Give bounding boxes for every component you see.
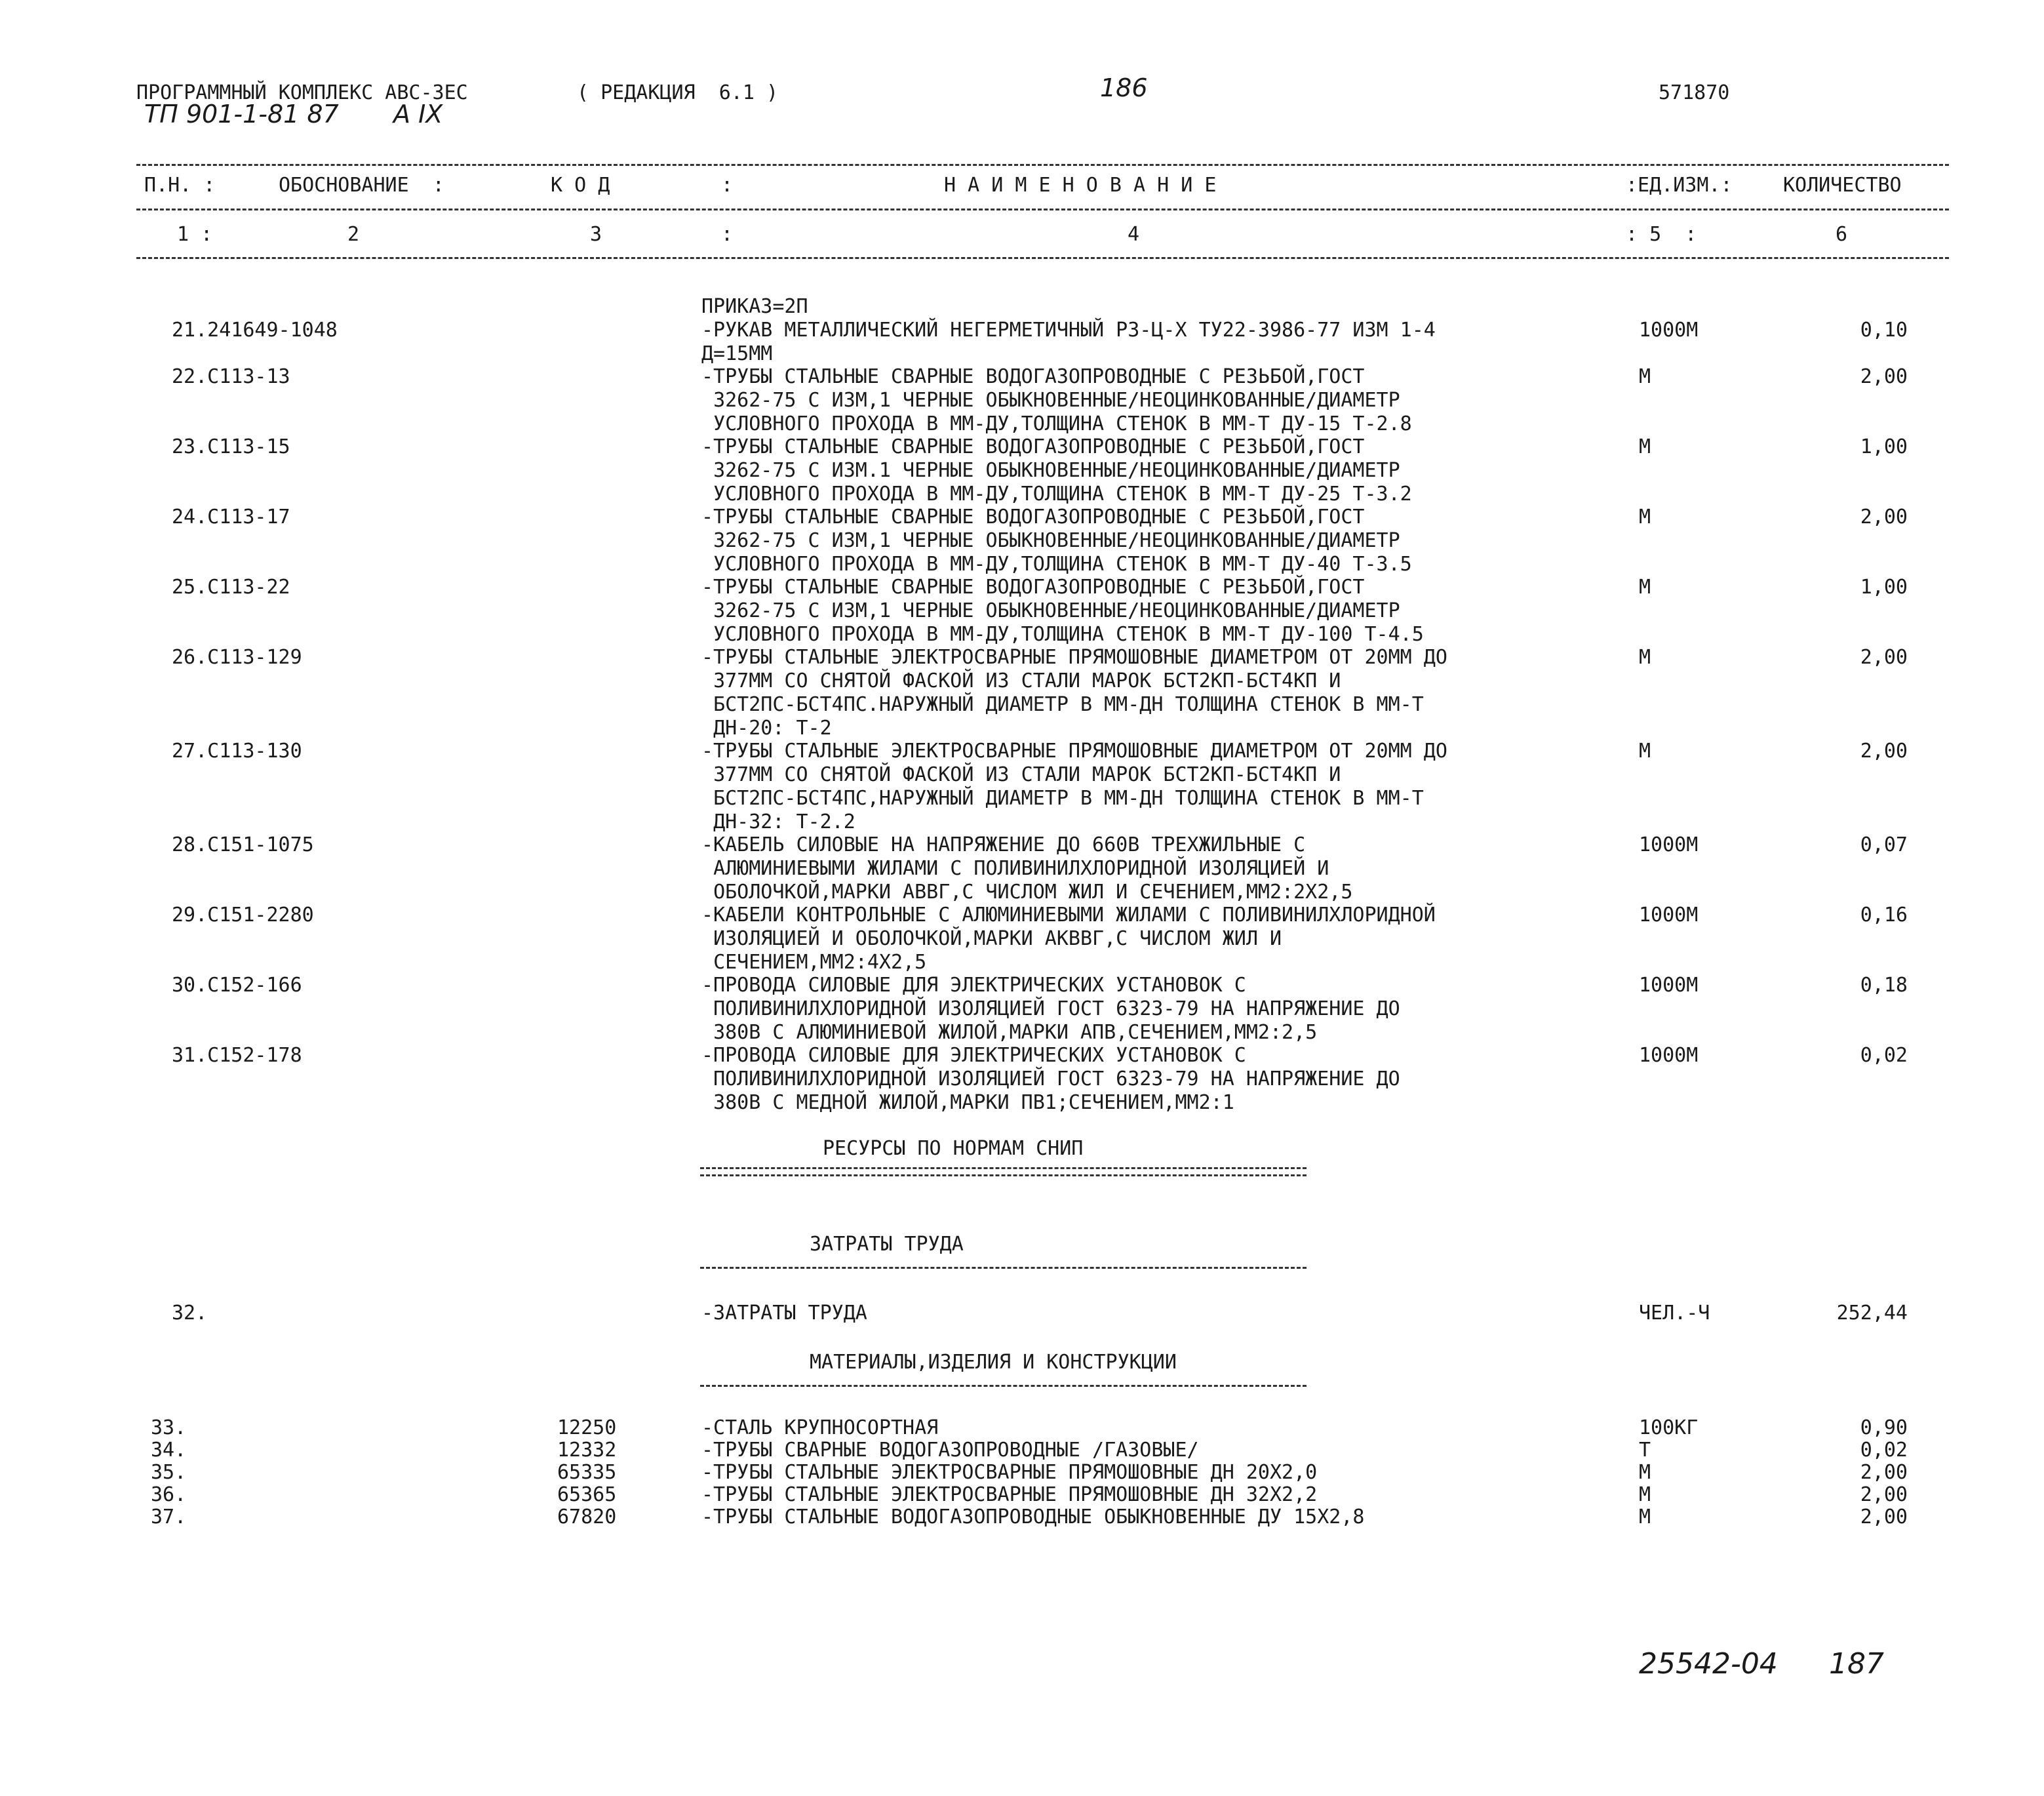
material-qty: 0,02 <box>1860 1439 1908 1462</box>
section-materials-rule <box>700 1385 1307 1387</box>
row-basis: 27.С113-130 <box>172 740 302 763</box>
material-kod: 12332 <box>557 1439 617 1462</box>
material-qty: 2,00 <box>1860 1506 1908 1528</box>
page-number: 186 <box>1100 73 1148 102</box>
labor-unit: ЧЕЛ.-Ч <box>1639 1302 1710 1325</box>
row-name: -ТРУБЫ СТАЛЬНЫЕ СВАРНЫЕ ВОДОГАЗОПРОВОДНЫЕ С РЕЗЬБОЙ,ГОСТ 3262-75 С ИЗМ,1 ЧЕРНЫЕ ОБЫКНОВЕННЫЕ/НЕОЦИНКОВАННЫЕ/ДИАМЕТР УСЛОВНОГО ПРОХОДА В ММ-ДУ,ТОЛЩИНА СТЕНОК В ММ-Т ДУ-15 Т-2.8 <box>701 365 1412 435</box>
column-num-4: 4 <box>1128 223 1140 246</box>
material-kod: 67820 <box>557 1506 617 1528</box>
row-name: -КАБЕЛЬ СИЛОВЫЕ НА НАПРЯЖЕНИЕ ДО 660В ТРЕХЖИЛЬНЫЕ С АЛЮМИНИЕВЫМИ ЖИЛАМИ С ПОЛИВИНИЛХЛОРИДНОЙ ИЗОЛЯЦИЕЙ И ОБОЛОЧКОЙ,МАРКИ АВВГ,С ЧИСЛОМ ЖИЛ И СЕЧЕНИЕМ,ММ2:2Х2,5 <box>701 833 1353 904</box>
row-basis: 31.С152-178 <box>172 1044 302 1067</box>
row-name: ПРИКАЗ=2П <box>701 295 808 318</box>
material-kod: 12250 <box>557 1416 617 1439</box>
section-labor-rule <box>700 1267 1307 1269</box>
section-resources-title: РЕСУРСЫ ПО НОРМАМ СНИП <box>823 1137 1084 1160</box>
footer-stamp-number: 25542-04 <box>1639 1647 1778 1681</box>
material-name: -ТРУБЫ СТАЛЬНЫЕ ЭЛЕКТРОСВАРНЫЕ ПРЯМОШОВНЫЕ ДН 20Х2,0 <box>701 1461 1318 1484</box>
row-basis: 26.С113-129 <box>172 646 302 669</box>
material-unit: Т <box>1639 1439 1651 1462</box>
material-basis: 35. <box>151 1461 187 1484</box>
row-basis: 28.С151-1075 <box>172 833 314 856</box>
tp-number: ТП 901-1-81 87 <box>144 100 339 129</box>
row-qty: 2,00 <box>1860 646 1908 669</box>
material-qty: 0,90 <box>1860 1416 1908 1439</box>
program-name: ПРОГРАММНЫЙ КОМПЛЕКС АВС-ЗЕС <box>136 81 468 104</box>
row-unit: М <box>1639 740 1651 763</box>
row-unit: М <box>1639 365 1651 388</box>
row-unit: М <box>1639 646 1651 669</box>
column-num-3: 3 <box>590 223 602 246</box>
column-num-1: 1 : <box>177 223 213 246</box>
row-name: -ТРУБЫ СТАЛЬНЫЕ СВАРНЫЕ ВОДОГАЗОПРОВОДНЫЕ С РЕЗЬБОЙ,ГОСТ 3262-75 С ИЗМ,1 ЧЕРНЫЕ ОБЫКНОВЕННЫЕ/НЕОЦИНКОВАННЫЕ/ДИАМЕТР УСЛОВНОГО ПРОХОДА В ММ-ДУ,ТОЛЩИНА СТЕНОК В ММ-Т ДУ-40 Т-3.5 <box>701 506 1412 576</box>
row-basis: 22.С113-13 <box>172 365 290 388</box>
row-unit: 1000М <box>1639 1044 1699 1067</box>
column-header-pn: П.Н. : <box>144 174 216 197</box>
row-name: -ТРУБЫ СТАЛЬНЫЕ ЭЛЕКТРОСВАРНЫЕ ПРЯМОШОВНЫЕ ДИАМЕТРОМ ОТ 20ММ ДО 377ММ СО СНЯТОЙ ФАСКОЙ ИЗ СТАЛИ МАРОК БСТ2КП-БСТ4КП И БСТ2ПС-БСТ4ПС.НАРУЖНЫЙ ДИАМЕТР В ММ-ДН ТОЛЩИНА СТЕНОК В ММ-Т ДН-20: Т-2 <box>701 646 1447 740</box>
material-name: -ТРУБЫ СТАЛЬНЫЕ ВОДОГАЗОПРОВОДНЫЕ ОБЫКНОВЕННЫЕ ДУ 15Х2,8 <box>701 1506 1365 1528</box>
row-name: -ПРОВОДА СИЛОВЫЕ ДЛЯ ЭЛЕКТРИЧЕСКИХ УСТАНОВОК С ПОЛИВИНИЛХЛОРИДНОЙ ИЗОЛЯЦИЕЙ ГОСТ 6323-79 НА НАПРЯЖЕНИЕ ДО 380В С МЕДНОЙ ЖИЛОЙ,МАРКИ ПВ1;СЕЧЕНИЕМ,ММ2:1 <box>701 1044 1400 1114</box>
row-qty: 0,16 <box>1860 904 1908 927</box>
labor-name: -ЗАТРАТЫ ТРУДА <box>701 1302 867 1325</box>
row-qty: 1,00 <box>1860 576 1908 599</box>
column-header-name: Н А И М Е Н О В А Н И Е <box>944 174 1217 197</box>
labor-basis: 32. <box>172 1302 208 1325</box>
column-num-5: : 5 : <box>1626 223 1697 246</box>
material-kod: 65365 <box>557 1483 617 1506</box>
album-number: А IX <box>393 100 443 129</box>
row-name: -ПРОВОДА СИЛОВЫЕ ДЛЯ ЭЛЕКТРИЧЕСКИХ УСТАНОВОК С ПОЛИВИНИЛХЛОРИДНОЙ ИЗОЛЯЦИЕЙ ГОСТ 6323-79 НА НАПРЯЖЕНИЕ ДО 380В С АЛЮМИНИЕВОЙ ЖИЛОЙ,МАРКИ АПВ,СЕЧЕНИЕМ,ММ2:2,5 <box>701 974 1400 1044</box>
column-header-basis: ОБОСНОВАНИЕ : <box>279 174 444 197</box>
material-unit: М <box>1639 1483 1651 1506</box>
section-materials-title: МАТЕРИАЛЫ,ИЗДЕЛИЯ И КОНСТРУКЦИИ <box>810 1351 1177 1374</box>
row-unit: М <box>1639 576 1651 599</box>
footer-sheet-number: 187 <box>1829 1647 1884 1681</box>
material-basis: 33. <box>151 1416 187 1439</box>
row-name: -ТРУБЫ СТАЛЬНЫЕ ЭЛЕКТРОСВАРНЫЕ ПРЯМОШОВНЫЕ ДИАМЕТРОМ ОТ 20ММ ДО 377ММ СО СНЯТОЙ ФАСКОЙ ИЗ СТАЛИ МАРОК БСТ2КП-БСТ4КП И БСТ2ПС-БСТ4ПС,НАРУЖНЫЙ ДИАМЕТР В ММ-ДН ТОЛЩИНА СТЕНОК В ММ-Т ДН-32: Т-2.2 <box>701 740 1447 833</box>
material-qty: 2,00 <box>1860 1483 1908 1506</box>
edition: ( РЕДАКЦИЯ 6.1 ) <box>577 81 779 104</box>
header-rule-mid <box>136 209 1949 210</box>
material-unit: М <box>1639 1506 1651 1528</box>
row-basis: 29.С151-2280 <box>172 904 314 927</box>
row-qty: 0,02 <box>1860 1044 1908 1067</box>
column-header-sep: : <box>721 174 734 197</box>
column-num-6: 6 <box>1836 223 1848 246</box>
row-unit: 1000М <box>1639 319 1699 342</box>
material-kod: 65335 <box>557 1461 617 1484</box>
column-num-sep: : <box>721 223 734 246</box>
material-basis: 37. <box>151 1506 187 1528</box>
material-unit: М <box>1639 1461 1651 1484</box>
material-basis: 34. <box>151 1439 187 1462</box>
labor-qty: 252,44 <box>1836 1302 1908 1325</box>
column-header-qty: КОЛИЧЕСТВО <box>1783 174 1902 197</box>
row-qty: 1,00 <box>1860 435 1908 458</box>
material-name: -ТРУБЫ СТАЛЬНЫЕ ЭЛЕКТРОСВАРНЫЕ ПРЯМОШОВНЫЕ ДН 32Х2,2 <box>701 1483 1318 1506</box>
row-unit: 1000М <box>1639 833 1699 856</box>
column-header-unit: :ЕД.ИЗМ.: <box>1626 174 1733 197</box>
column-header-kod: К О Д <box>551 174 610 197</box>
row-basis: 25.С113-22 <box>172 576 290 599</box>
row-unit: 1000М <box>1639 904 1699 927</box>
document-code: 571870 <box>1659 81 1730 104</box>
row-qty: 2,00 <box>1860 740 1908 763</box>
row-qty: 2,00 <box>1860 506 1908 529</box>
material-qty: 2,00 <box>1860 1461 1908 1484</box>
row-unit: 1000М <box>1639 974 1699 997</box>
row-basis: 30.С152-166 <box>172 974 302 997</box>
row-name: -РУКАВ МЕТАЛЛИЧЕСКИЙ НЕГЕРМЕТИЧНЫЙ РЗ-Ц-Х ТУ22-3986-77 ИЗМ 1-4 Д=15ММ <box>701 319 1436 365</box>
row-qty: 2,00 <box>1860 365 1908 388</box>
material-name: -СТАЛЬ КРУПНОСОРТНАЯ <box>701 1416 939 1439</box>
row-qty: 0,18 <box>1860 974 1908 997</box>
row-basis: 24.С113-17 <box>172 506 290 529</box>
row-name: -ТРУБЫ СТАЛЬНЫЕ СВАРНЫЕ ВОДОГАЗОПРОВОДНЫЕ С РЕЗЬБОЙ,ГОСТ 3262-75 С ИЗМ.1 ЧЕРНЫЕ ОБЫКНОВЕННЫЕ/НЕОЦИНКОВАННЫЕ/ДИАМЕТР УСЛОВНОГО ПРОХОДА В ММ-ДУ,ТОЛЩИНА СТЕНОК В ММ-Т ДУ-25 Т-3.2 <box>701 435 1412 506</box>
material-name: -ТРУБЫ СВАРНЫЕ ВОДОГАЗОПРОВОДНЫЕ /ГАЗОВЫЕ/ <box>701 1439 1199 1462</box>
row-basis: 23.С113-15 <box>172 435 290 458</box>
row-name: -ТРУБЫ СТАЛЬНЫЕ СВАРНЫЕ ВОДОГАЗОПРОВОДНЫЕ С РЕЗЬБОЙ,ГОСТ 3262-75 С ИЗМ,1 ЧЕРНЫЕ ОБЫКНОВЕННЫЕ/НЕОЦИНКОВАННЫЕ/ДИАМЕТР УСЛОВНОГО ПРОХОДА В ММ-ДУ,ТОЛЩИНА СТЕНОК В ММ-Т ДУ-100 Т-4.5 <box>701 576 1424 646</box>
row-qty: 0,10 <box>1860 319 1908 342</box>
row-name: -КАБЕЛИ КОНТРОЛЬНЫЕ С АЛЮМИНИЕВЫМИ ЖИЛАМИ С ПОЛИВИНИЛХЛОРИДНОЙ ИЗОЛЯЦИЕЙ И ОБОЛОЧКОЙ,МАРКИ АКВВГ,С ЧИСЛОМ ЖИЛ И СЕЧЕНИЕМ,ММ2:4Х2,5 <box>701 904 1436 974</box>
row-qty: 0,07 <box>1860 833 1908 856</box>
header-rule-top <box>136 164 1949 166</box>
section-labor-title: ЗАТРАТЫ ТРУДА <box>810 1233 964 1256</box>
material-basis: 36. <box>151 1483 187 1506</box>
row-unit: М <box>1639 506 1651 529</box>
row-basis: 21.241649-1048 <box>172 319 338 342</box>
column-num-2: 2 <box>347 223 360 246</box>
row-unit: М <box>1639 435 1651 458</box>
header-rule-bottom <box>136 257 1949 259</box>
material-unit: 100КГ <box>1639 1416 1699 1439</box>
section-resources-rule <box>700 1167 1307 1176</box>
